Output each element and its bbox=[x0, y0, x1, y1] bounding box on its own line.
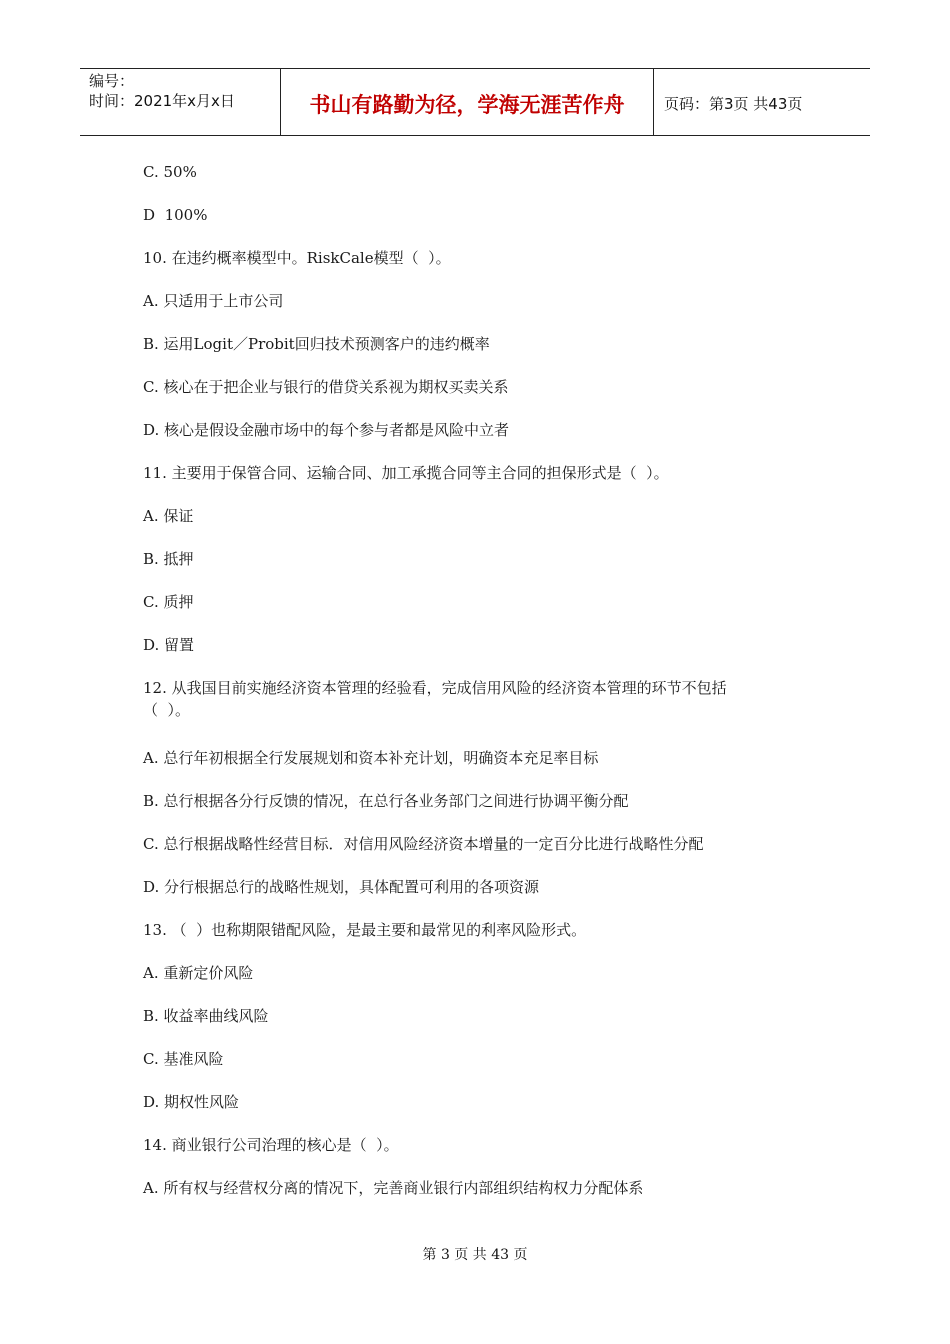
question-line: 10. 在违约概率模型中。RiskCale模型（ ）。 bbox=[143, 249, 451, 267]
option-line: A. 重新定价风险 bbox=[143, 964, 254, 982]
option-line: A. 保证 bbox=[143, 507, 194, 525]
question-line: 13. （ ）也称期限错配风险，是最主要和最常见的利率风险形式。 bbox=[143, 921, 587, 939]
option-line: B. 运用Logit／Probit回归技术预测客户的违约概率 bbox=[143, 335, 490, 353]
question-line: 11. 主要用于保管合同、运输合同、加工承揽合同等主合同的担保形式是（ ）。 bbox=[143, 464, 669, 482]
option-line: C. 50% bbox=[143, 163, 197, 181]
option-line: D 100% bbox=[143, 206, 208, 224]
header-meta bbox=[80, 69, 281, 135]
option-line: D. 核心是假设金融市场中的每个参与者都是风险中立者 bbox=[143, 421, 510, 439]
option-line: D. 留置 bbox=[143, 636, 195, 654]
option-line: C. 总行根据战略性经营目标．对信用风险经济资本增量的一定百分比进行战略性分配 bbox=[143, 835, 704, 853]
page-footer: 第 3 页 共 43 页 bbox=[422, 1247, 528, 1263]
number-label: 编号： bbox=[89, 72, 135, 90]
option-line: A. 只适用于上市公司 bbox=[143, 292, 284, 310]
option-line: B. 总行根据各分行反馈的情况，在总行各业务部门之间进行协调平衡分配 bbox=[143, 792, 629, 810]
option-line: A. 所有权与经营权分离的情况下，完善商业银行内部组织结构权力分配体系 bbox=[143, 1179, 644, 1197]
page-header bbox=[80, 68, 870, 136]
date-label: 时间：2021年x月x日 bbox=[89, 92, 235, 110]
header-page-info: 页码：第3页 共43页 bbox=[664, 94, 803, 113]
option-line: B. 收益率曲线风险 bbox=[143, 1007, 269, 1025]
option-line: C. 核心在于把企业与银行的借贷关系视为期权买卖关系 bbox=[143, 378, 509, 396]
question-line-continued: （ ）。 bbox=[143, 701, 191, 719]
document-body bbox=[143, 158, 813, 1217]
option-line: B. 抵押 bbox=[143, 550, 194, 568]
question-line: 14. 商业银行公司治理的核心是（ ）。 bbox=[143, 1136, 399, 1154]
option-line: C. 基准风险 bbox=[143, 1050, 224, 1068]
option-line: D. 期权性风险 bbox=[143, 1093, 240, 1111]
question-line: 12. 从我国目前实施经济资本管理的经验看，完成信用风险的经济资本管理的环节不包括 bbox=[143, 679, 727, 697]
header-motto: 书山有路勤为径，学海无涯苦作舟 bbox=[281, 69, 654, 135]
option-line: D. 分行根据总行的战略性规划，具体配置可利用的各项资源 bbox=[143, 878, 540, 896]
option-line: A. 总行年初根据全行发展规划和资本补充计划，明确资本充足率目标 bbox=[143, 749, 599, 767]
option-line: C. 质押 bbox=[143, 593, 194, 611]
